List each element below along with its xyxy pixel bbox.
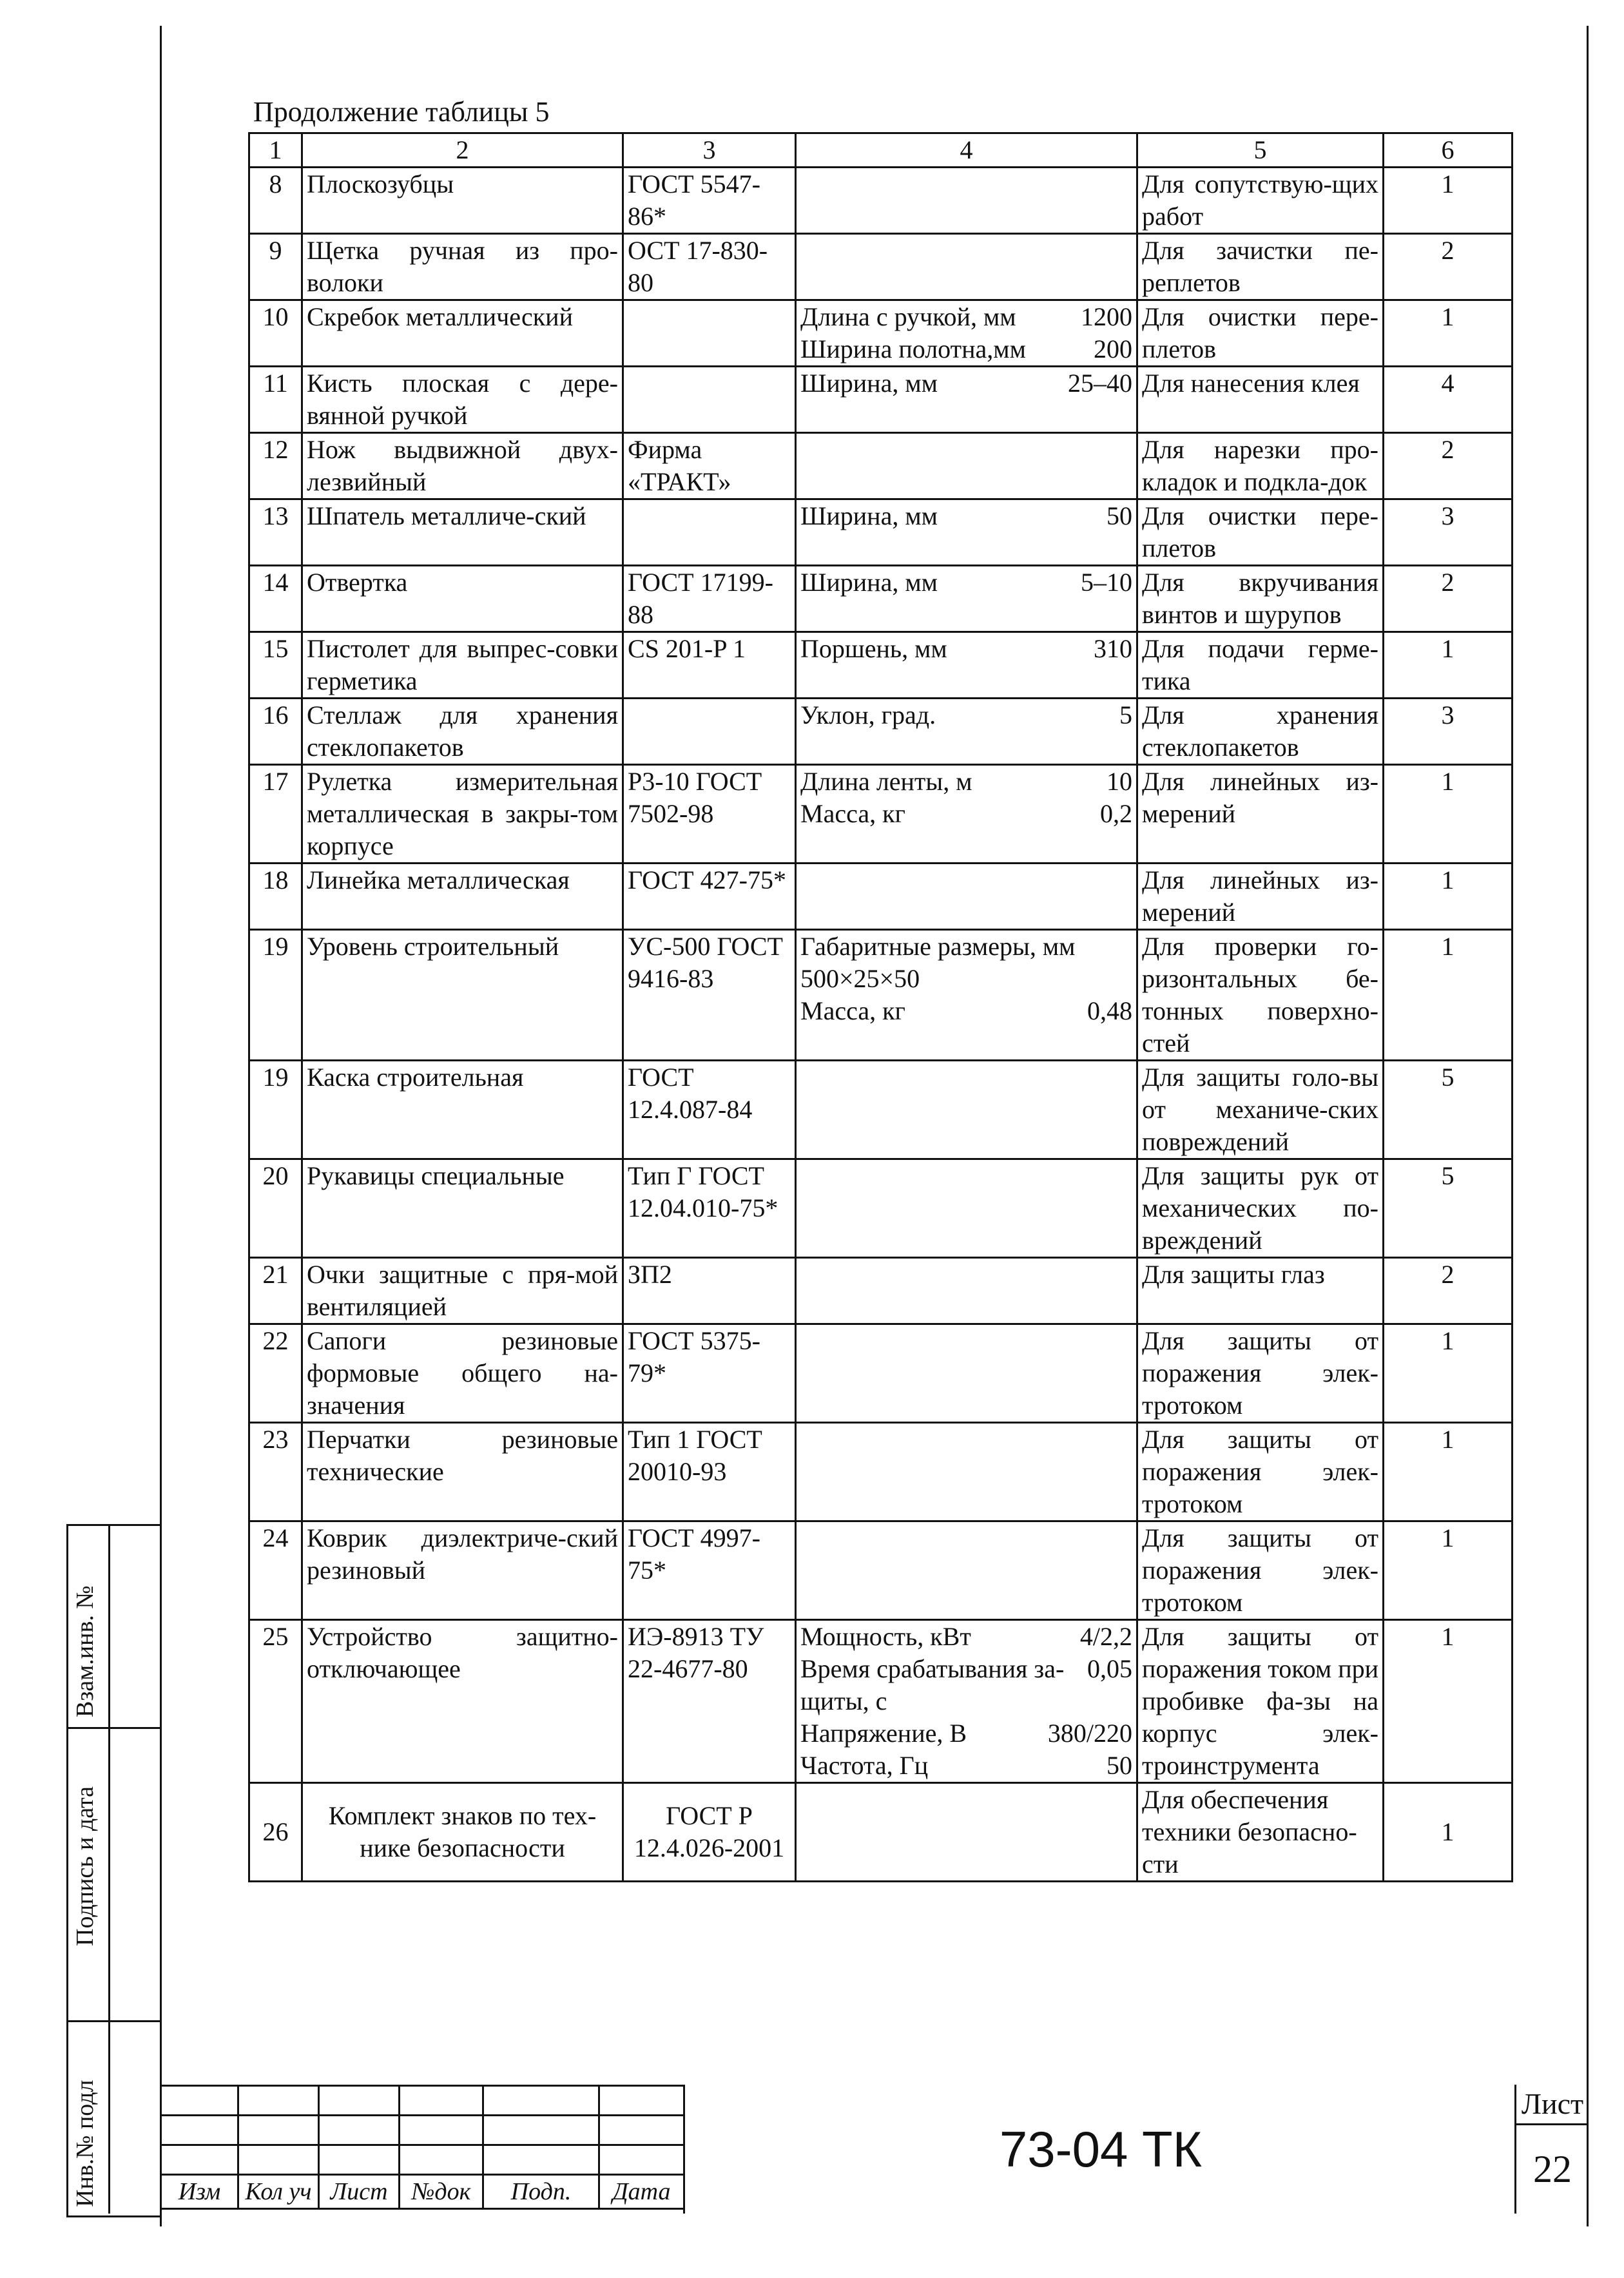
row-number: 17 — [249, 765, 302, 864]
row-number: 22 — [249, 1324, 302, 1423]
parameter-name: Ширина полотна,мм — [800, 334, 1026, 363]
item-name: Отвертка — [302, 566, 623, 632]
parameter-name: Частота, Гц — [800, 1751, 929, 1780]
stamp-label: №док — [400, 2175, 483, 2209]
parameter-name: Габаритные размеры, мм — [800, 932, 1076, 961]
parameter-value: 4/2,2 — [1079, 1622, 1132, 1651]
document-code: 73-04 ТК — [683, 2085, 1516, 2214]
item-standard: ОСТ 17-830-80 — [623, 234, 796, 300]
item-name: Щетка ручная из про-волоки — [302, 234, 623, 300]
side-stamp-sep — [66, 1727, 160, 1729]
item-name: Рукавицы специальные — [302, 1159, 623, 1258]
row-number: 26 — [249, 1783, 302, 1882]
parameter-name: Поршень, мм — [800, 634, 947, 663]
item-standard: ГОСТ 17199-88 — [623, 566, 796, 632]
row-number: 11 — [249, 367, 302, 433]
item-purpose: Для линейных из-мерений — [1137, 864, 1384, 930]
parameter-name: 500×25×50 — [800, 964, 920, 993]
parameter-name: Длина ленты, м — [800, 767, 972, 796]
item-parameters — [796, 1521, 1137, 1620]
item-quantity: 1 — [1384, 864, 1513, 930]
parameter-line — [800, 798, 1132, 830]
table-row — [249, 1783, 1513, 1882]
table-row — [249, 765, 1513, 864]
table-row — [249, 566, 1513, 632]
item-name: Комплект знаков по тех-нике безопасности — [302, 1783, 623, 1882]
item-quantity: 1 — [1384, 1521, 1513, 1620]
item-standard: ИЭ-8913 ТУ 22-4677-80 — [623, 1620, 796, 1783]
item-name: Перчатки резиновые технические — [302, 1423, 623, 1521]
item-purpose: Для защиты от поражения элек-тротоком — [1137, 1324, 1384, 1423]
parameter-name: Мощность, кВт — [800, 1622, 971, 1651]
parameter-line — [800, 963, 1132, 995]
item-name: Уровень строительный — [302, 930, 623, 1061]
parameter-value: 310 — [1094, 634, 1132, 663]
parameter-line — [800, 699, 1132, 731]
table-row — [249, 234, 1513, 300]
parameter-line — [800, 633, 1132, 665]
parameter-value: 5–10 — [1081, 568, 1132, 597]
item-purpose: Для очистки пере-плетов — [1137, 300, 1384, 367]
header-cell: 4 — [796, 133, 1137, 168]
item-quantity: 1 — [1384, 1620, 1513, 1783]
parameter-value: 0,48 — [1087, 996, 1132, 1025]
table-header-row — [249, 133, 1513, 168]
item-name: Нож выдвижной двух-лезвийный — [302, 433, 623, 499]
parameter-value: 380/220 — [1047, 1719, 1132, 1748]
item-parameters — [796, 566, 1137, 632]
item-parameters — [796, 300, 1137, 367]
item-name: Плоскозубцы — [302, 168, 623, 234]
item-purpose: Для очистки пере-плетов — [1137, 499, 1384, 566]
item-standard: ГОСТ Р 12.4.026-2001 — [623, 1783, 796, 1882]
item-name: Устройство защитно-отключающее — [302, 1620, 623, 1783]
stamp-label: Лист — [319, 2175, 400, 2209]
table-row — [249, 367, 1513, 433]
item-quantity: 3 — [1384, 699, 1513, 765]
parameter-line — [800, 301, 1132, 333]
item-purpose: Для линейных из-мерений — [1137, 765, 1384, 864]
item-purpose: Для сопутствую-щих работ — [1137, 168, 1384, 234]
table-row — [249, 864, 1513, 930]
row-number: 21 — [249, 1258, 302, 1324]
item-parameters — [796, 1159, 1137, 1258]
item-parameters — [796, 930, 1137, 1061]
parameter-name: Масса, кг — [800, 799, 905, 828]
frame-right-line — [1587, 26, 1589, 2226]
item-purpose: Для защиты от поражения током при пробивке фа-зы на корпус элек-троинструмента — [1137, 1620, 1384, 1783]
item-standard — [623, 367, 796, 433]
item-purpose: Для подачи герме-тика — [1137, 632, 1384, 699]
item-purpose: Для обеспечения техники безопасно-сти — [1137, 1783, 1384, 1882]
item-parameters — [796, 499, 1137, 566]
item-quantity: 1 — [1384, 930, 1513, 1061]
item-parameters — [796, 367, 1137, 433]
item-name: Очки защитные с пря-мой вентиляцией — [302, 1258, 623, 1324]
row-number: 23 — [249, 1423, 302, 1521]
parameter-name: Ширина, мм — [800, 369, 938, 398]
table-row — [249, 1061, 1513, 1159]
item-quantity: 2 — [1384, 566, 1513, 632]
parameter-line — [800, 333, 1132, 365]
parameter-line — [800, 931, 1132, 963]
item-purpose: Для защиты от поражения элек-тротоком — [1137, 1423, 1384, 1521]
item-standard: Тип Г ГОСТ 12.04.010-75* — [623, 1159, 796, 1258]
item-name: Рулетка измерительная металлическая в закры-том корпусе — [302, 765, 623, 864]
parameter-value: 200 — [1094, 334, 1132, 363]
item-name: Линейка металлическая — [302, 864, 623, 930]
table-row — [249, 1324, 1513, 1423]
row-number: 12 — [249, 433, 302, 499]
parameter-line — [800, 1750, 1132, 1782]
item-parameters — [796, 864, 1137, 930]
item-name: Шпатель металличе-ский — [302, 499, 623, 566]
row-number: 20 — [249, 1159, 302, 1258]
item-quantity: 1 — [1384, 1783, 1513, 1882]
item-standard: Тип 1 ГОСТ 20010-93 — [623, 1423, 796, 1521]
item-parameters — [796, 168, 1137, 234]
item-parameters — [796, 699, 1137, 765]
item-parameters — [796, 1324, 1137, 1423]
item-quantity: 5 — [1384, 1159, 1513, 1258]
row-number: 13 — [249, 499, 302, 566]
parameter-name: Ширина, мм — [800, 568, 938, 597]
table-row — [249, 930, 1513, 1061]
item-parameters — [796, 1061, 1137, 1159]
row-number: 24 — [249, 1521, 302, 1620]
parameter-value: 0,05 — [1087, 1654, 1132, 1683]
item-quantity: 1 — [1384, 1423, 1513, 1521]
item-quantity: 2 — [1384, 433, 1513, 499]
item-name: Стеллаж для хранения стеклопакетов — [302, 699, 623, 765]
row-number: 19 — [249, 1061, 302, 1159]
item-standard: ГОСТ 5547-86* — [623, 168, 796, 234]
table-row — [249, 1258, 1513, 1324]
item-standard: ГОСТ 427-75* — [623, 864, 796, 930]
item-purpose: Для зачистки пе-реплетов — [1137, 234, 1384, 300]
row-number: 9 — [249, 234, 302, 300]
row-number: 8 — [249, 168, 302, 234]
equipment-table — [248, 132, 1513, 1882]
item-name: Сапоги резиновые формовые общего на-значения — [302, 1324, 623, 1423]
item-purpose: Для нарезки про-кладок и подкла-док — [1137, 433, 1384, 499]
table-row — [249, 1620, 1513, 1783]
title-block-grid — [160, 2085, 685, 2210]
parameter-line — [800, 995, 1132, 1027]
row-number: 18 — [249, 864, 302, 930]
parameter-line — [800, 367, 1132, 400]
sheet-box — [1514, 2085, 1589, 2214]
stamp-label: Изм — [161, 2175, 238, 2209]
item-quantity: 2 — [1384, 1258, 1513, 1324]
item-standard — [623, 499, 796, 566]
sheet-label: Лист — [1516, 2085, 1589, 2125]
item-quantity: 1 — [1384, 632, 1513, 699]
parameter-value: 5 — [1119, 700, 1132, 729]
stamp-label: Подп. — [483, 2175, 599, 2209]
table-row — [249, 699, 1513, 765]
item-parameters — [796, 632, 1137, 699]
table-row — [249, 433, 1513, 499]
parameter-value: 10 — [1107, 767, 1132, 796]
parameter-line — [800, 766, 1132, 798]
item-purpose: Для вкручивания винтов и шурупов — [1137, 566, 1384, 632]
item-parameters — [796, 765, 1137, 864]
parameter-line — [800, 1717, 1132, 1750]
parameter-name: Длина с ручкой, мм — [800, 302, 1016, 331]
parameter-name: Ширина, мм — [800, 501, 938, 530]
item-quantity: 1 — [1384, 765, 1513, 864]
row-number: 16 — [249, 699, 302, 765]
item-name: Кисть плоская с дере-вянной ручкой — [302, 367, 623, 433]
header-cell: 6 — [1384, 133, 1513, 168]
stamp-label: Дата — [599, 2175, 684, 2209]
table-caption: Продолжение таблицы 5 — [253, 96, 550, 128]
stamp-label: Кол уч — [238, 2175, 319, 2209]
parameter-line — [800, 1653, 1132, 1717]
parameter-name: Напряжение, В — [800, 1719, 967, 1748]
row-number: 10 — [249, 300, 302, 367]
item-purpose: Для хранения стеклопакетов — [1137, 699, 1384, 765]
side-label-sign-date: Подпись и дата — [72, 1786, 99, 1946]
side-stamp-sep — [66, 2020, 160, 2022]
table-row — [249, 300, 1513, 367]
item-quantity: 1 — [1384, 168, 1513, 234]
item-purpose: Для нанесения клея — [1137, 367, 1384, 433]
item-quantity: 1 — [1384, 300, 1513, 367]
header-cell: 1 — [249, 133, 302, 168]
parameter-value: 50 — [1107, 1751, 1132, 1780]
item-parameters — [796, 1423, 1137, 1521]
table-row — [249, 1521, 1513, 1620]
row-number: 15 — [249, 632, 302, 699]
item-purpose: Для защиты от поражения элек-тротоком — [1137, 1521, 1384, 1620]
item-parameters — [796, 1620, 1137, 1783]
table-row — [249, 499, 1513, 566]
item-standard: ЗП2 — [623, 1258, 796, 1324]
item-standard: ГОСТ 5375-79* — [623, 1324, 796, 1423]
item-standard: УС-500 ГОСТ 9416-83 — [623, 930, 796, 1061]
item-standard: ГОСТ 4997-75* — [623, 1521, 796, 1620]
item-name: Скребок металлический — [302, 300, 623, 367]
item-standard: Фирма «ТРАКТ» — [623, 433, 796, 499]
item-parameters — [796, 433, 1137, 499]
item-name: Пистолет для выпрес-совки герметика — [302, 632, 623, 699]
parameter-value: 0,2 — [1100, 799, 1132, 828]
header-cell: 2 — [302, 133, 623, 168]
item-quantity: 1 — [1384, 1324, 1513, 1423]
row-number: 25 — [249, 1620, 302, 1783]
parameter-name: Уклон, град. — [800, 700, 936, 729]
table-row — [249, 1423, 1513, 1521]
item-purpose: Для защиты глаз — [1137, 1258, 1384, 1324]
table-row — [249, 632, 1513, 699]
parameter-value: 25–40 — [1068, 369, 1132, 398]
item-standard: ГОСТ 12.4.087-84 — [623, 1061, 796, 1159]
item-quantity: 2 — [1384, 234, 1513, 300]
item-name: Каска строительная — [302, 1061, 623, 1159]
parameter-name: Время срабатывания за-щиты, с — [800, 1654, 1065, 1715]
item-quantity: 3 — [1384, 499, 1513, 566]
parameter-line — [800, 1621, 1132, 1653]
item-purpose: Для защиты голо-вы от механиче-ских повреждений — [1137, 1061, 1384, 1159]
item-standard: CS 201-P 1 — [623, 632, 796, 699]
row-number: 14 — [249, 566, 302, 632]
sheet-number: 22 — [1533, 2147, 1572, 2190]
table-row — [249, 168, 1513, 234]
parameter-name: Масса, кг — [800, 996, 905, 1025]
row-number: 19 — [249, 930, 302, 1061]
parameter-line — [800, 500, 1132, 532]
side-label-inv-orig: Инв.№ подл — [72, 2080, 99, 2207]
parameter-line — [800, 566, 1132, 599]
item-standard — [623, 300, 796, 367]
side-stamp-divider — [108, 1524, 110, 2214]
item-standard — [623, 699, 796, 765]
item-parameters — [796, 234, 1137, 300]
item-purpose: Для проверки го-ризонтальных бе-тонных поверхно-стей — [1137, 930, 1384, 1061]
parameter-value: 50 — [1107, 501, 1132, 530]
header-cell: 3 — [623, 133, 796, 168]
item-name: Коврик диэлектриче-ский резиновый — [302, 1521, 623, 1620]
item-quantity: 4 — [1384, 367, 1513, 433]
parameter-value: 1200 — [1081, 302, 1132, 331]
header-cell: 5 — [1137, 133, 1384, 168]
side-label-inv-sub: Взам.инв. № — [72, 1585, 99, 1717]
item-purpose: Для защиты рук от механических по-вреждений — [1137, 1159, 1384, 1258]
item-standard: Р3-10 ГОСТ 7502-98 — [623, 765, 796, 864]
item-parameters — [796, 1258, 1137, 1324]
item-quantity: 5 — [1384, 1061, 1513, 1159]
item-parameters — [796, 1783, 1137, 1882]
table-row — [249, 1159, 1513, 1258]
